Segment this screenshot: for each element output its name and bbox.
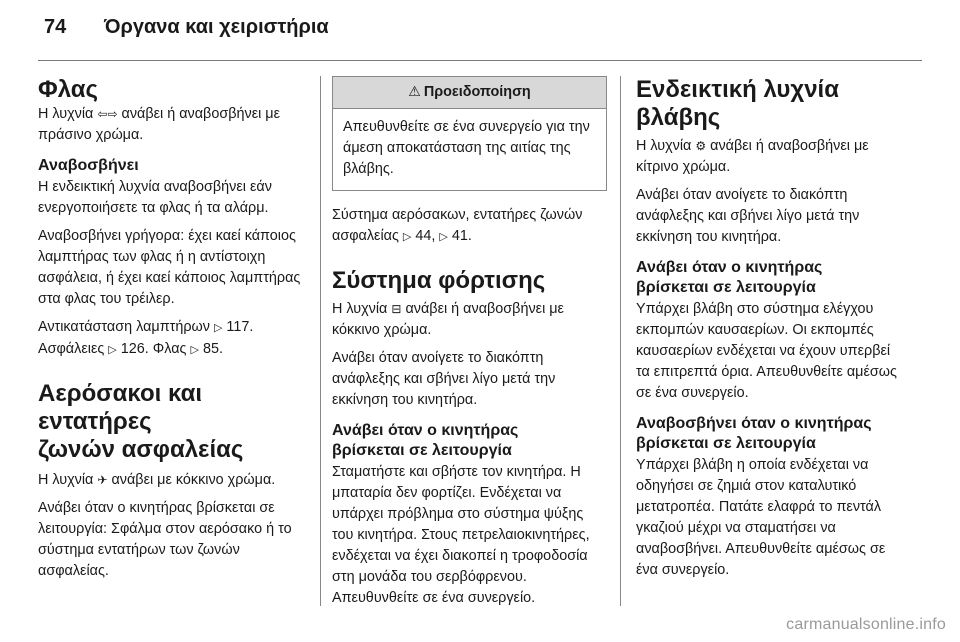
paragraph: Ανάβει όταν ανοίγετε το διακόπτη ανάφλεξης και σβήνει λίγο μετά την εκκίνηση του κινητήρα.	[332, 350, 556, 408]
paragraph: Η λυχνία ⇦⇨ ανάβει ή αναβοσβήνει με πράσινο χρώμα.	[38, 106, 281, 143]
header-divider	[38, 60, 922, 61]
paragraph-refs: Αντικατάσταση λαμπτήρων ▷ 117. Ασφάλειες ▷ 126. Φλας ▷ 85.	[38, 319, 254, 357]
paragraph: Η ενδεικτική λυχνία αναβοσβήνει εάν ενεργοποιήσετε τα φλας ή τα αλάρμ.	[38, 179, 272, 216]
column-divider	[620, 76, 621, 606]
warning-header: ⚠ Προειδοποίηση	[333, 77, 606, 109]
battery-icon: ⊟	[391, 302, 402, 316]
paragraph: Υπάρχει βλάβη η οποία ενδέχεται να οδηγήσει σε ζημιά στον καταλυτικό μετατροπέα. Πατάτε ελαφρά το πεντάλ γκαζιού μέχρι να σταματήσει να αναβοσβήνει. Απευθυνθείτε αμέσως σε ένα συνεργείο.	[636, 457, 886, 578]
subsection-title-running: Ανάβει όταν ο κινητήρας βρίσκεται σε λειτουργία	[636, 259, 823, 296]
column-left	[38, 76, 308, 589]
paragraph: Αναβοσβήνει γρήγορα: έχει καεί κάποιος λαμπτήρας των φλας ή η αντίστοιχη ασφάλεια, ή έχει καεί κάποιος λαμπτήρας στα φλας του τρέιλερ.	[38, 228, 301, 307]
warning-box	[332, 76, 607, 191]
turn-signal-icon: ⇦⇨	[97, 107, 118, 121]
page-ref-icon: ▷	[402, 231, 412, 243]
subsection-title-blinking: Αναβοσβήνει	[38, 157, 139, 174]
section-title-charging: Σύστημα φόρτισης	[332, 267, 546, 294]
section-title-fog: Φλας	[38, 76, 98, 103]
page-ref-icon: ▷	[108, 344, 117, 356]
airbag-icon: ✈	[97, 473, 108, 487]
paragraph: Η λυχνία ⚙ ανάβει ή αναβοσβήνει με κίτρινο χρώμα.	[636, 138, 869, 175]
subsection-title-blinking-running: Αναβοσβήνει όταν ο κινητήρας βρίσκεται σε λειτουργία	[636, 415, 872, 452]
section-title-malfunction: Ενδεικτική λυχνία βλάβης	[636, 76, 839, 131]
page-header	[44, 16, 329, 39]
warning-text: Απευθυνθείτε σε ένα συνεργείο για την άμεση αποκατάσταση της αιτίας της βλάβης.	[343, 119, 590, 177]
page-ref-icon: ▷	[213, 322, 223, 334]
page-ref-icon: ▷	[439, 231, 448, 243]
paragraph-refs: Σύστημα αερόσακων, εντατήρες ζωνών ασφαλείας ▷ 44, ▷ 41.	[332, 207, 583, 244]
paragraph: Η λυχνία ⊟ ανάβει ή αναβοσβήνει με κόκκινο χρώμα.	[332, 301, 564, 338]
paragraph: Ανάβει όταν ανοίγετε το διακόπτη ανάφλεξης και σβήνει λίγο μετά την εκκίνηση του κινητήρα.	[636, 187, 860, 245]
column-middle	[332, 76, 607, 616]
column-right	[636, 76, 906, 588]
subsection-title-running: Ανάβει όταν ο κινητήρας βρίσκεται σε λειτουργία	[332, 422, 519, 459]
warning-triangle-icon: ⚠	[408, 83, 421, 99]
page-ref-icon: ▷	[190, 344, 199, 356]
paragraph: Ανάβει όταν ο κινητήρας βρίσκεται σε λειτουργία: Σφάλμα στον αερόσακο ή το σύστημα εντατήρων των ζωνών ασφαλείας.	[38, 500, 292, 579]
paragraph: Η λυχνία ✈ ανάβει με κόκκινο χρώμα.	[38, 472, 276, 488]
paragraph: Σταματήστε και σβήστε τον κινητήρα. Η μπαταρία δεν φορτίζει. Ενδέχεται να υπάρχει πρόβλημα στο σύστημα ψύξης του κινητήρα. Στους πετρελαιοκινητήρες, ενδέχεται να έχει διακοπεί η τροφοδοσία στη μονάδα του σερβόφρενου. Απευθυνθείτε σε ένα συνεργείο.	[332, 464, 590, 606]
chapter-title: Όργανα και χειριστήρια	[104, 16, 329, 38]
watermark: carmanualsonline.info	[786, 616, 946, 633]
paragraph: Υπάρχει βλάβη στο σύστημα ελέγχου εκπομπών καυσαερίων. Οι εκπομπές καυσαερίων ενδέχεται να έχουν υπερβεί τα επιτρεπτά όρια. Απευθυνθείτε αμέσως σε ένα συνεργείο.	[636, 301, 897, 401]
engine-icon: ⚙	[695, 139, 707, 153]
page-number: 74	[44, 16, 67, 38]
section-title-airbag: Αερόσακοι και εντατήρες ζωνών ασφαλείας	[38, 380, 244, 463]
column-divider	[320, 76, 321, 606]
